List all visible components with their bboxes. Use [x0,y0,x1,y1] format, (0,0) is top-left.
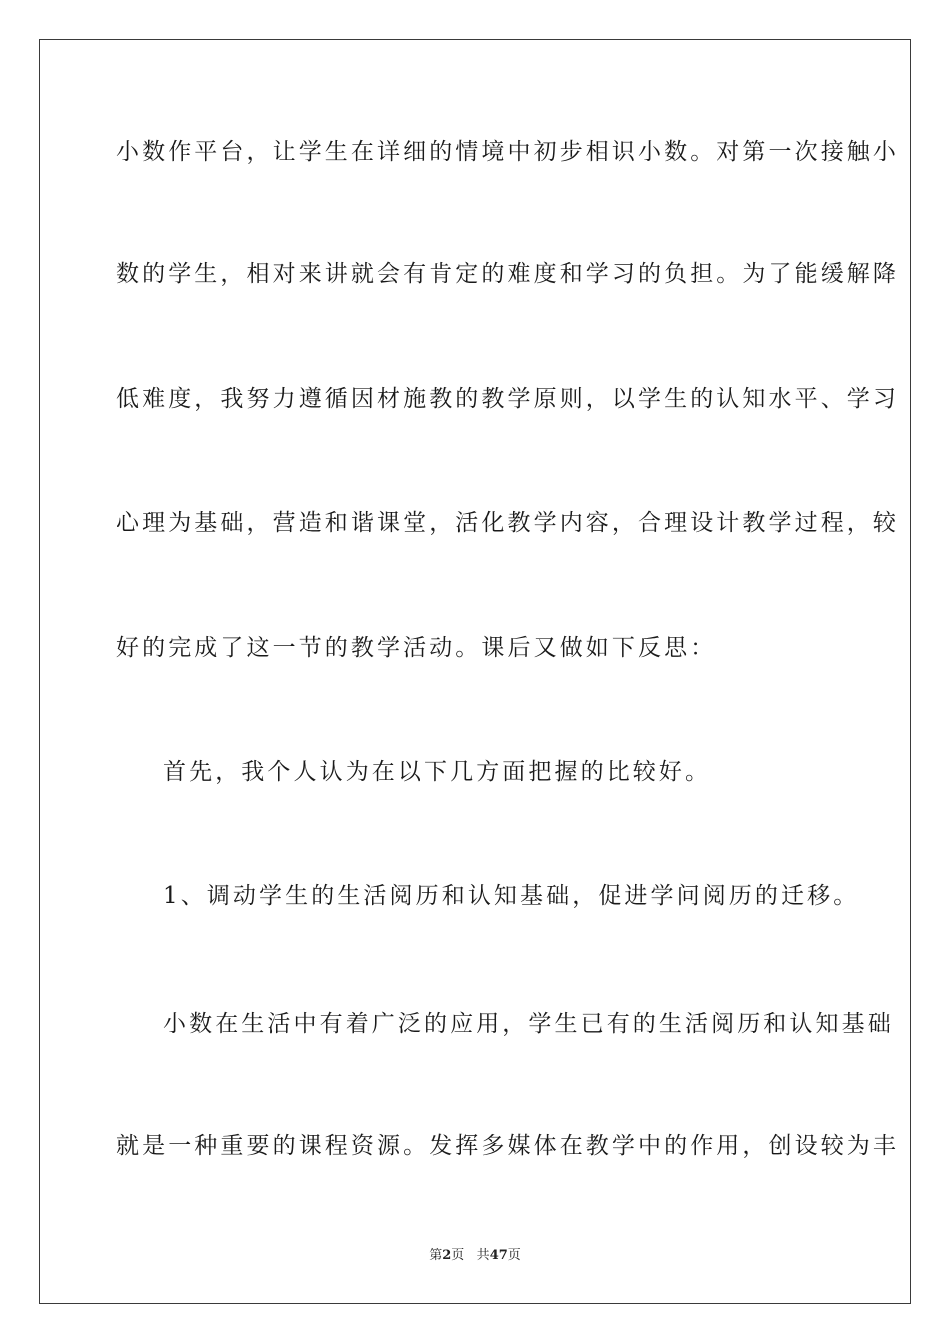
footer-total-pages: 47 [489,1248,508,1263]
footer-page-number: 2 [442,1248,452,1263]
text-line-4: 心理为基础，营造和谐课堂，活化教学内容，合理设计教学过程，较 [116,510,899,536]
footer-page-suffix: 页 [451,1248,465,1263]
text-line-3: 低难度，我努力遵循因材施教的教学原则，以学生的认知水平、学习 [116,386,899,412]
text-line-1: 小数作平台，让学生在详细的情境中初步相识小数。对第一次接触小 [116,139,899,165]
section-heading-1: 1、调动学生的生活阅历和认知基础，促进学问阅历的迁移。 [163,883,860,909]
text-line-9: 就是一种重要的课程资源。发挥多媒体在教学中的作用，创设较为丰 [116,1133,899,1159]
footer-page-prefix: 第 [429,1248,443,1263]
footer-total-prefix: 共 [476,1248,490,1263]
footer-total-suffix: 页 [507,1248,521,1263]
text-line-2: 数的学生，相对来讲就会有肯定的难度和学习的负担。为了能缓解降 [116,261,899,287]
page-footer [0,1248,950,1264]
paragraph-intro: 首先，我个人认为在以下几方面把握的比较好。 [163,759,712,785]
text-line-8: 小数在生活中有着广泛的应用，学生已有的生活阅历和认知基础 [163,1011,894,1037]
text-line-5: 好的完成了这一节的教学活动。课后又做如下反思： [116,635,717,661]
page-border [39,39,911,1304]
